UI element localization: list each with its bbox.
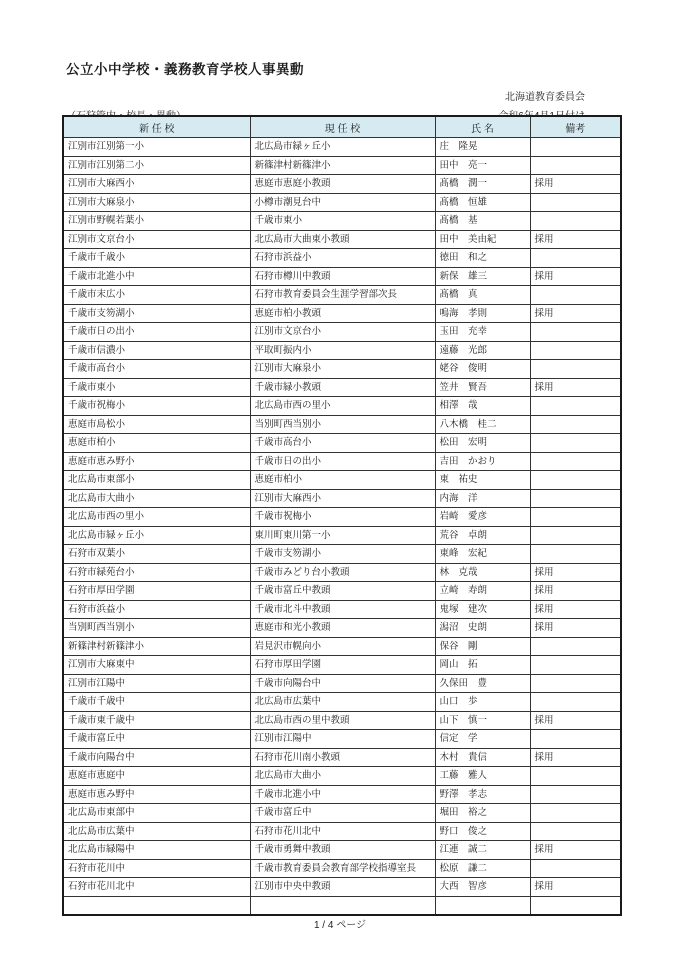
table-cell: 千歳市千歳中 (63, 693, 250, 712)
table-row (63, 286, 621, 305)
table-cell: 岩見沢市幌向小 (250, 637, 435, 656)
table-cell: 北広島市広葉中 (63, 822, 250, 841)
table-cell: 江別市江陽中 (63, 674, 250, 693)
table-cell: 石狩市厚田学園 (63, 582, 250, 601)
table-cell: 堀田 裕之 (435, 804, 530, 823)
table-cell: 北広島市大曲東小教頭 (250, 230, 435, 249)
table-cell: 石狩市双葉小 (63, 545, 250, 564)
table-cell: 当別町西当別小 (63, 619, 250, 638)
table-row (63, 711, 621, 730)
table-cell: 千歳市高台小 (250, 434, 435, 453)
table-cell: 石狩市花川中 (63, 859, 250, 878)
table-cell: 当別町西当別小 (250, 415, 435, 434)
table-cell (530, 767, 621, 786)
table-cell (530, 415, 621, 434)
table-cell: 千歳市富丘中 (63, 730, 250, 749)
table-cell: 庄 隆晃 (435, 138, 530, 157)
table-row (63, 156, 621, 175)
table-cell: 笠井 賢吾 (435, 378, 530, 397)
table-cell: 松田 宏明 (435, 434, 530, 453)
table-cell: 採用 (530, 582, 621, 601)
table-cell: 千歳市高台小 (63, 360, 250, 379)
table-cell (530, 434, 621, 453)
table-cell: 北広島市緑ヶ丘小 (63, 526, 250, 545)
table-cell: 東 祐史 (435, 471, 530, 490)
table-cell (530, 341, 621, 360)
table-cell: 千歳市向陽台中 (250, 674, 435, 693)
table-row (63, 619, 621, 638)
table-row (63, 175, 621, 194)
table-cell (530, 249, 621, 268)
table-cell: 千歳市みどり台小教頭 (250, 563, 435, 582)
table-cell: 千歳市信濃小 (63, 341, 250, 360)
organization-name: 北海道教育委員会 (505, 92, 585, 103)
table-cell: 千歳市祝梅小 (250, 508, 435, 527)
table-cell: 新篠津村新篠津小 (250, 156, 435, 175)
table-cell: 採用 (530, 563, 621, 582)
table-cell: 髙橋 基 (435, 212, 530, 231)
table-cell: 鬼塚 建次 (435, 600, 530, 619)
table-cell (530, 193, 621, 212)
table-cell: 髙橋 恒雄 (435, 193, 530, 212)
table-row (63, 212, 621, 231)
table-cell: 岡山 拓 (435, 656, 530, 675)
table-cell: 石狩市樽川中教頭 (250, 267, 435, 286)
table-row (63, 341, 621, 360)
table-cell: 恵庭市恵庭小教頭 (250, 175, 435, 194)
table-cell (530, 138, 621, 157)
table-cell: 久保田 豊 (435, 674, 530, 693)
table-cell: 北広島市東部小 (63, 471, 250, 490)
table-row (63, 323, 621, 342)
table-row (63, 582, 621, 601)
table-cell: 石狩市浜益小 (63, 600, 250, 619)
table-row (63, 267, 621, 286)
table-cell (530, 526, 621, 545)
table-row (63, 878, 621, 897)
table-cell: 石狩市花川南小教頭 (250, 748, 435, 767)
table-cell: 平取町振内小 (250, 341, 435, 360)
table-cell: 採用 (530, 600, 621, 619)
table-cell: 北広島市西の里小 (63, 508, 250, 527)
table-cell: 松原 謙二 (435, 859, 530, 878)
table-cell: 石狩市緑苑台小 (63, 563, 250, 582)
table-row (63, 489, 621, 508)
table-cell: 東峰 宏紀 (435, 545, 530, 564)
table-cell: 千歳市東小 (63, 378, 250, 397)
table-row (63, 452, 621, 471)
table-cell: 千歳市日の出小 (250, 452, 435, 471)
table-cell: 鳴海 孝則 (435, 304, 530, 323)
table-cell: 採用 (530, 267, 621, 286)
table-cell: 工藤 雅人 (435, 767, 530, 786)
table-cell: 恵庭市和光小教頭 (250, 619, 435, 638)
table-cell: 千歳市富丘中 (250, 804, 435, 823)
table-row (63, 397, 621, 416)
table-cell: 林 克哉 (435, 563, 530, 582)
table-cell: 採用 (530, 619, 621, 638)
document-header (62, 58, 620, 122)
table-cell: 北広島市東部中 (63, 804, 250, 823)
table-row (63, 193, 621, 212)
table-cell: 田中 美由紀 (435, 230, 530, 249)
table-cell: 保谷 剛 (435, 637, 530, 656)
table-cell: 玉田 充幸 (435, 323, 530, 342)
table-cell: 石狩市花川北中 (63, 878, 250, 897)
table-cell: 千歳市教育委員会教育部学校指導室長 (250, 859, 435, 878)
table-cell: 石狩市浜益小 (250, 249, 435, 268)
table-cell: 恵庭市柏小 (250, 471, 435, 490)
table-cell: 千歳市東千歳中 (63, 711, 250, 730)
table-row (63, 545, 621, 564)
table-cell: 採用 (530, 304, 621, 323)
table-cell (530, 693, 621, 712)
table-cell (530, 212, 621, 231)
table-cell (530, 637, 621, 656)
column-header-remarks: 備考 (530, 116, 621, 138)
table-cell: 江別市江別第一小 (63, 138, 250, 157)
table-cell (530, 323, 621, 342)
table-row (63, 471, 621, 490)
table-cell: 恵庭市柏小教頭 (250, 304, 435, 323)
table-cell: 姥谷 俊明 (435, 360, 530, 379)
table-row (63, 434, 621, 453)
table-cell: 江別市江別第二小 (63, 156, 250, 175)
table-row (63, 804, 621, 823)
table-cell: 八木橋 桂二 (435, 415, 530, 434)
page-number: 1 / 4 ページ (313, 920, 367, 931)
table-row (63, 693, 621, 712)
table-cell: 採用 (530, 378, 621, 397)
table-cell: 野澤 孝志 (435, 785, 530, 804)
table-cell: 信定 学 (435, 730, 530, 749)
table-cell: 岩崎 愛彦 (435, 508, 530, 527)
table-cell: 潟沼 史朗 (435, 619, 530, 638)
table-cell: 江別市文京台小 (250, 323, 435, 342)
table-cell (530, 397, 621, 416)
table-cell: 髙橋 潤一 (435, 175, 530, 194)
table-cell (530, 859, 621, 878)
table-cell: 江別市大麻東中 (63, 656, 250, 675)
table-row (63, 841, 621, 860)
table-cell: 江別市中央中教頭 (250, 878, 435, 897)
table-row (63, 822, 621, 841)
table-cell (530, 804, 621, 823)
table-cell: 立崎 寿朗 (435, 582, 530, 601)
table-row (63, 304, 621, 323)
table-cell: 千歳市北斗中教頭 (250, 600, 435, 619)
table-cell: 大西 智彦 (435, 878, 530, 897)
table-row (63, 508, 621, 527)
table-cell: 採用 (530, 711, 621, 730)
table-cell: 木村 貴信 (435, 748, 530, 767)
table-row (63, 230, 621, 249)
table-row (63, 896, 621, 915)
table-cell: 荒谷 卓朗 (435, 526, 530, 545)
table-cell: 千歳市勇舞中教頭 (250, 841, 435, 860)
table-cell (530, 656, 621, 675)
table-cell: 採用 (530, 175, 621, 194)
table-cell (530, 452, 621, 471)
personnel-transfer-table (62, 115, 622, 916)
table-row (63, 138, 621, 157)
table-cell (63, 896, 250, 915)
table-cell: 江連 誠二 (435, 841, 530, 860)
table-cell: 千歳市千歳小 (63, 249, 250, 268)
table-cell (250, 896, 435, 915)
table-cell: 採用 (530, 878, 621, 897)
table-row (63, 637, 621, 656)
column-header-new-school: 新 任 校 (63, 116, 250, 138)
table-cell: 北広島市西の里小 (250, 397, 435, 416)
table-cell: 山口 歩 (435, 693, 530, 712)
table-row (63, 360, 621, 379)
table-cell: 新篠津村新篠津小 (63, 637, 250, 656)
table-cell: 江別市江陽中 (250, 730, 435, 749)
table-cell: 新保 雄三 (435, 267, 530, 286)
table-cell (530, 730, 621, 749)
table-cell: 江別市大麻西小 (250, 489, 435, 508)
table-cell: 小樽市潮見台中 (250, 193, 435, 212)
table-cell: 江別市文京台小 (63, 230, 250, 249)
table-row (63, 656, 621, 675)
table-cell: 髙橋 真 (435, 286, 530, 305)
table-cell (530, 674, 621, 693)
table-cell: 恵庭市恵み野小 (63, 452, 250, 471)
table-cell: 徳田 和之 (435, 249, 530, 268)
table-cell: 江別市野幌若葉小 (63, 212, 250, 231)
table-row (63, 767, 621, 786)
table-cell: 千歳市祝梅小 (63, 397, 250, 416)
column-header-current-school: 現 任 校 (250, 116, 435, 138)
table-cell (530, 508, 621, 527)
table-cell: 東川町東川第一小 (250, 526, 435, 545)
table-row (63, 526, 621, 545)
table-cell (530, 286, 621, 305)
table-cell: 石狩市厚田学園 (250, 656, 435, 675)
table-cell (530, 545, 621, 564)
table-cell: 千歳市北進小中 (63, 267, 250, 286)
table-cell: 遠藤 光郎 (435, 341, 530, 360)
table-cell (530, 896, 621, 915)
table-cell: 吉田 かおり (435, 452, 530, 471)
table-cell: 江別市大麻泉小 (250, 360, 435, 379)
table-cell: 北広島市緑陽中 (63, 841, 250, 860)
table-cell (530, 471, 621, 490)
table-cell (435, 896, 530, 915)
table-cell: 採用 (530, 748, 621, 767)
table-cell: 山下 慎一 (435, 711, 530, 730)
table-cell: 千歳市末広小 (63, 286, 250, 305)
table-row (63, 600, 621, 619)
table-row (63, 415, 621, 434)
column-header-name: 氏 名 (435, 116, 530, 138)
table-row (63, 249, 621, 268)
table-cell: 北広島市西の里中教頭 (250, 711, 435, 730)
table-cell: 千歳市支笏湖小 (250, 545, 435, 564)
table-cell (530, 156, 621, 175)
page-title: 公立小中学校・義務教育学校人事異動 (66, 62, 304, 77)
table-cell: 北広島市広葉中 (250, 693, 435, 712)
table-cell: 江別市大麻泉小 (63, 193, 250, 212)
table-cell: 田中 亮一 (435, 156, 530, 175)
table-cell: 北広島市大曲小 (250, 767, 435, 786)
table-cell: 恵庭市島松小 (63, 415, 250, 434)
table-cell: 北広島市大曲小 (63, 489, 250, 508)
table-row (63, 748, 621, 767)
table-row (63, 674, 621, 693)
table-cell: 野口 俊之 (435, 822, 530, 841)
table-cell: 千歳市日の出小 (63, 323, 250, 342)
table-cell: 江別市大麻西小 (63, 175, 250, 194)
table-cell: 千歳市向陽台中 (63, 748, 250, 767)
table-row (63, 563, 621, 582)
table-cell: 北広島市緑ヶ丘小 (250, 138, 435, 157)
table-cell: 内海 洋 (435, 489, 530, 508)
table-cell: 千歳市支笏湖小 (63, 304, 250, 323)
table-cell: 石狩市花川北中 (250, 822, 435, 841)
table-cell: 採用 (530, 841, 621, 860)
table-body (63, 138, 621, 916)
table-cell: 千歳市北進小中 (250, 785, 435, 804)
table-row (63, 785, 621, 804)
table-cell: 千歳市富丘中教頭 (250, 582, 435, 601)
table-cell (530, 489, 621, 508)
table-cell: 恵庭市恵庭中 (63, 767, 250, 786)
table-cell: 千歳市緑小教頭 (250, 378, 435, 397)
table-cell (530, 785, 621, 804)
table-cell: 相澤 哉 (435, 397, 530, 416)
table-cell: 採用 (530, 230, 621, 249)
table-row (63, 730, 621, 749)
table-header-row (63, 116, 621, 138)
table-cell (530, 822, 621, 841)
table-cell: 恵庭市柏小 (63, 434, 250, 453)
table-cell: 千歳市東小 (250, 212, 435, 231)
table-row (63, 378, 621, 397)
table-row (63, 859, 621, 878)
table-cell (530, 360, 621, 379)
table-cell: 石狩市教育委員会生涯学習部次長 (250, 286, 435, 305)
table-cell: 恵庭市恵み野中 (63, 785, 250, 804)
